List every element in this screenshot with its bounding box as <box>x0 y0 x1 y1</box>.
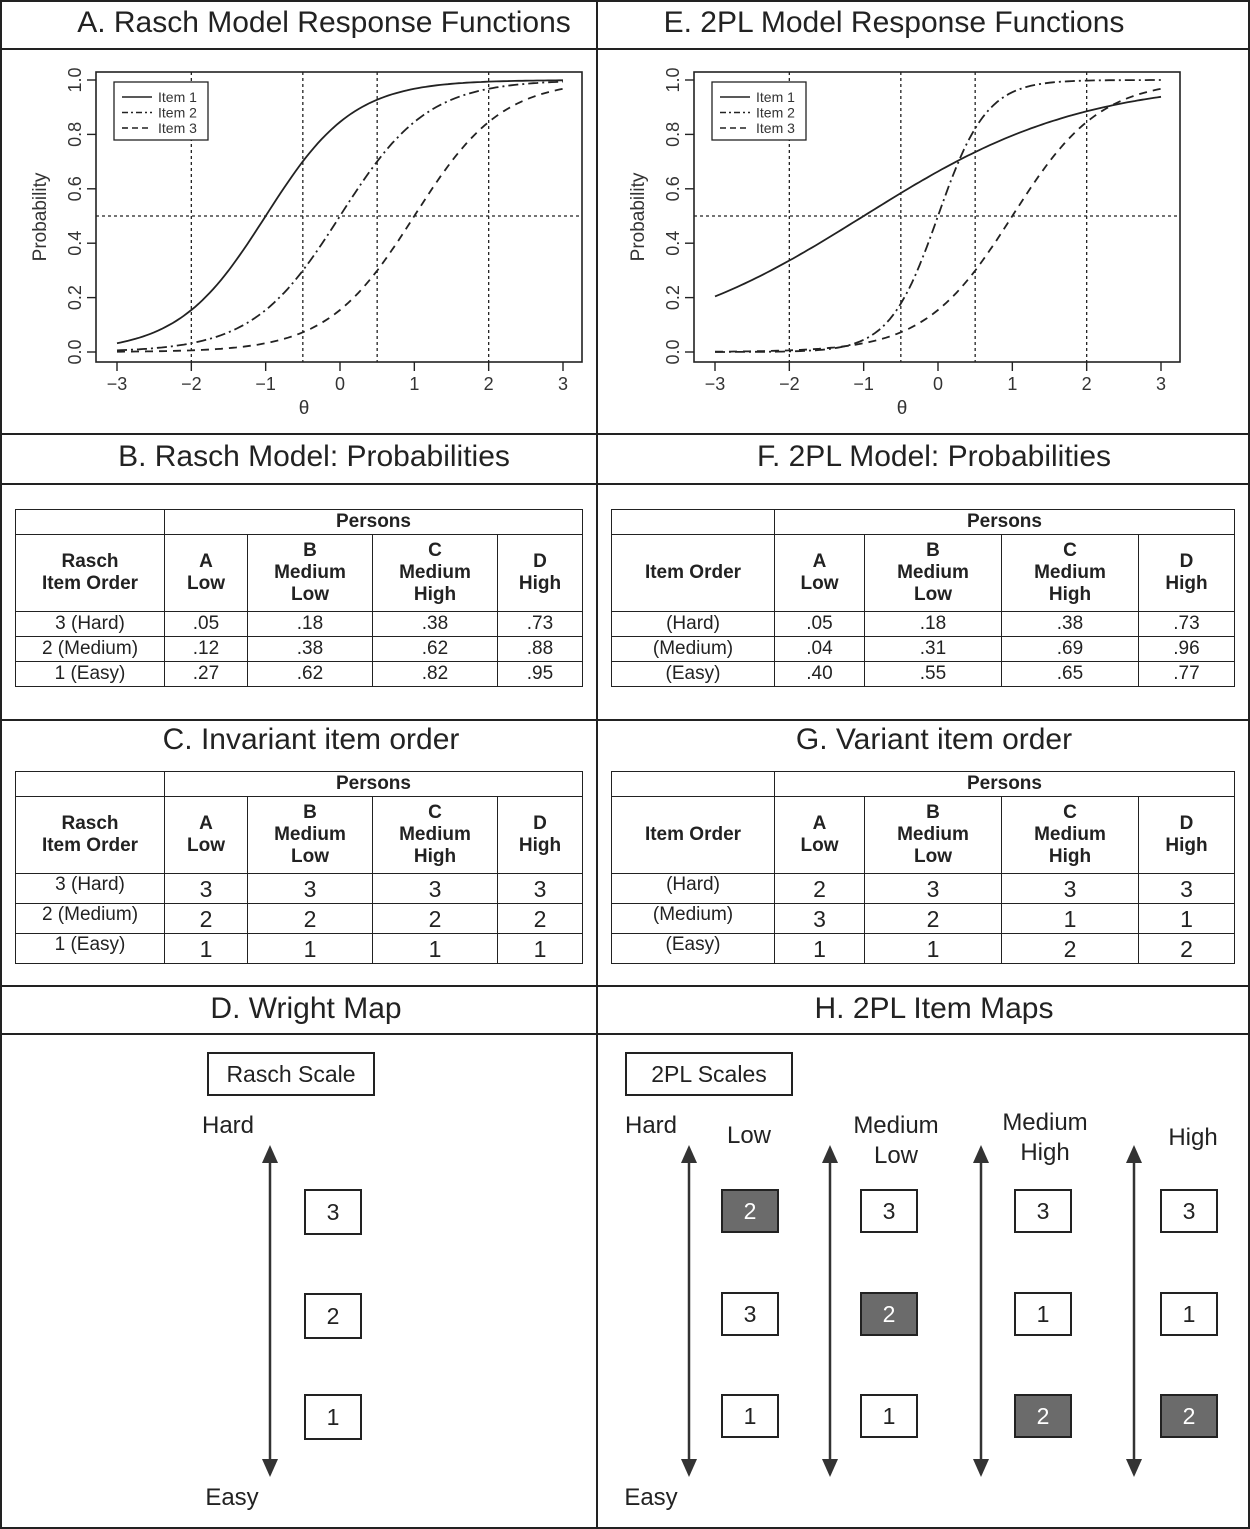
table-row <box>16 904 583 934</box>
column-header: C <box>428 540 442 561</box>
column-header: B <box>303 540 317 561</box>
row-divider <box>0 433 1250 435</box>
y-tick-label: 0.2 <box>663 285 683 311</box>
cell-value: 2 <box>1139 934 1235 964</box>
cell-value: 1 <box>373 934 498 964</box>
column-label-line: Medium <box>853 1112 939 1139</box>
x-tick-label: 3 <box>1155 374 1167 394</box>
column-header: Low <box>914 584 952 605</box>
column-label-medium-high <box>995 1108 1095 1168</box>
column-header: Low <box>291 584 329 605</box>
cell-value: 2 <box>775 874 865 904</box>
column-header: Low <box>800 835 839 856</box>
invariant-order-table <box>15 771 583 964</box>
panel-d-title: D. Wright Map <box>210 992 402 1025</box>
column-label-line: High <box>1020 1139 1070 1166</box>
y-tick-label: 0.4 <box>65 230 85 256</box>
item-box: 1 <box>1160 1292 1218 1336</box>
panel-e-title: E. 2PL Model Response Functions <box>663 6 1125 39</box>
row-label: (Medium) <box>612 904 775 934</box>
column-header: High <box>413 846 457 867</box>
table-row <box>16 934 583 964</box>
column-header: C <box>428 802 442 823</box>
cell-value: .73 <box>498 612 583 637</box>
column-header: High <box>1048 584 1092 605</box>
y-axis-label: Probability <box>628 172 649 262</box>
legend-label: Item 1 <box>756 89 795 105</box>
easy-label: Easy <box>205 1484 259 1511</box>
cell-value: 2 <box>1002 934 1139 964</box>
legend-label: Item 1 <box>158 89 197 105</box>
scale-arrow <box>969 1145 993 1477</box>
x-tick-label: 2 <box>483 374 494 394</box>
cell-value: .65 <box>1002 662 1139 687</box>
column-header: Medium <box>897 562 969 583</box>
table-row <box>16 612 583 637</box>
panel-a-title: A. Rasch Model Response Functions <box>77 6 571 39</box>
x-tick-label: −1 <box>853 374 874 394</box>
scale-arrow <box>818 1145 842 1477</box>
y-tick-label: 0.8 <box>65 121 85 147</box>
column-header: Medium <box>1034 562 1106 583</box>
row-header-line: Rasch <box>61 551 119 572</box>
row-label: 1 (Easy) <box>16 662 165 687</box>
y-axis-label: Probability <box>30 172 51 262</box>
cell-value: .62 <box>373 637 498 662</box>
cell-value: 2 <box>865 904 1002 934</box>
column-header: B <box>926 540 940 561</box>
legend-label: Item 2 <box>158 104 197 121</box>
column-header: C <box>1063 802 1077 823</box>
panel-f-title: F. 2PL Model: Probabilities <box>756 440 1112 473</box>
x-tick-label: 1 <box>409 374 420 394</box>
scale-arrow <box>677 1145 701 1477</box>
item-box: 3 <box>1160 1189 1218 1233</box>
y-tick-label: 0.0 <box>663 339 683 365</box>
cell-value: .27 <box>165 662 248 687</box>
row-label: (Hard) <box>612 612 775 637</box>
cell-value: .95 <box>498 662 583 687</box>
x-tick-label: 1 <box>1007 374 1018 394</box>
column-header: High <box>1048 846 1092 867</box>
panel-g-title: G. Variant item order <box>795 723 1073 756</box>
column-header: Medium <box>274 824 346 845</box>
cell-value: 3 <box>865 874 1002 904</box>
column-header: A <box>812 551 827 572</box>
row-header-line: Item Order <box>612 797 775 874</box>
row-label: 3 (Hard) <box>16 874 165 904</box>
column-header: Low <box>291 846 329 867</box>
cell-value: .18 <box>865 612 1002 637</box>
cell-value: .12 <box>165 637 248 662</box>
table-row <box>612 874 1235 904</box>
persons-header: Persons <box>775 510 1235 535</box>
item-box: 2 <box>304 1293 362 1339</box>
hard-label: Hard <box>201 1112 255 1139</box>
cell-value: .73 <box>1139 612 1235 637</box>
column-header: High <box>413 584 457 605</box>
cell-value: .31 <box>865 637 1002 662</box>
2pl-scales-label: 2PL Scales <box>625 1052 793 1096</box>
item-box: 1 <box>721 1394 779 1438</box>
column-header: Medium <box>399 824 471 845</box>
column-header: B <box>926 802 940 823</box>
column-header: Low <box>800 573 839 594</box>
column-header: Low <box>914 846 952 867</box>
column-header: Low <box>187 835 225 856</box>
column-header: D <box>533 551 547 572</box>
cell-value: 3 <box>1002 874 1139 904</box>
cell-value: 2 <box>373 904 498 934</box>
row-divider <box>0 483 1250 485</box>
row-label: (Easy) <box>612 934 775 964</box>
persons-header: Persons <box>165 772 583 797</box>
x-tick-label: −3 <box>106 374 128 394</box>
cell-value: 2 <box>498 904 583 934</box>
cell-value: 3 <box>498 874 583 904</box>
y-tick-label: 0.8 <box>663 121 683 147</box>
x-tick-label: 0 <box>932 374 944 394</box>
cell-value: .05 <box>775 612 865 637</box>
panel-c-title: C. Invariant item order <box>162 723 460 756</box>
y-tick-label: 1.0 <box>65 67 85 93</box>
row-header-line: Rasch <box>61 813 119 834</box>
item-box: 3 <box>1014 1189 1072 1233</box>
table-row <box>16 662 583 687</box>
column-header: A <box>199 551 213 572</box>
column-header: Medium <box>399 562 471 583</box>
cell-value: 3 <box>165 874 248 904</box>
cell-value: 3 <box>1139 874 1235 904</box>
x-tick-label: 0 <box>334 374 346 394</box>
column-header: High <box>1165 573 1208 594</box>
row-label: (Hard) <box>612 874 775 904</box>
column-header: Medium <box>897 824 969 845</box>
x-tick-label: −2 <box>779 374 800 394</box>
y-tick-label: 0.6 <box>663 176 683 202</box>
row-label: 2 (Medium) <box>16 637 165 662</box>
row-label: (Medium) <box>612 637 775 662</box>
row-header-line: Item Order <box>41 573 139 594</box>
column-header: D <box>533 813 547 834</box>
y-tick-label: 0.0 <box>65 339 85 365</box>
x-axis-label: θ <box>896 398 908 419</box>
variant-order-table <box>611 771 1235 964</box>
row-label: (Easy) <box>612 662 775 687</box>
item-box-highlighted: 2 <box>860 1292 918 1336</box>
item-box-highlighted: 2 <box>721 1189 779 1233</box>
column-header: C <box>1063 540 1077 561</box>
column-header: Medium <box>1034 824 1106 845</box>
y-tick-label: 0.2 <box>65 285 85 311</box>
table-row <box>612 637 1235 662</box>
cell-value: .62 <box>248 662 373 687</box>
cell-value: .69 <box>1002 637 1139 662</box>
scale-arrow <box>1122 1145 1146 1477</box>
rasch-scale-label: Rasch Scale <box>207 1052 375 1096</box>
cell-value: 3 <box>373 874 498 904</box>
row-header-line: Item Order <box>612 535 775 612</box>
column-header: D <box>1179 551 1194 572</box>
item-box: 1 <box>1014 1292 1072 1336</box>
x-tick-label: −1 <box>255 374 276 394</box>
row-divider <box>0 1033 1250 1035</box>
y-tick-label: 0.4 <box>663 230 683 256</box>
cell-value: .82 <box>373 662 498 687</box>
cell-value: .40 <box>775 662 865 687</box>
table-row <box>612 904 1235 934</box>
column-header: High <box>1165 835 1208 856</box>
2pl-response-chart <box>598 50 1250 432</box>
column-header: A <box>199 813 213 834</box>
item-box-highlighted: 2 <box>1014 1394 1072 1438</box>
table-row <box>16 874 583 904</box>
cell-value: 3 <box>248 874 373 904</box>
cell-value: 2 <box>165 904 248 934</box>
row-divider <box>0 719 1250 721</box>
row-divider <box>0 985 1250 987</box>
scale-arrow <box>258 1145 282 1477</box>
cell-value: .88 <box>498 637 583 662</box>
item-box: 3 <box>304 1189 362 1235</box>
column-header: D <box>1179 813 1194 834</box>
column-label-low: Low <box>726 1122 772 1149</box>
row-label: 1 (Easy) <box>16 934 165 964</box>
cell-value: .77 <box>1139 662 1235 687</box>
persons-header: Persons <box>165 510 583 535</box>
rasch-probabilities-table <box>15 509 583 687</box>
legend-label: Item 2 <box>756 104 795 121</box>
column-label-medium-low <box>846 1111 946 1171</box>
x-axis-label: θ <box>298 398 310 419</box>
cell-value: .18 <box>248 612 373 637</box>
cell-value: .05 <box>165 612 248 637</box>
item-box: 3 <box>860 1189 918 1233</box>
rasch-response-chart <box>0 50 596 432</box>
cell-value: .38 <box>248 637 373 662</box>
table-row <box>612 934 1235 964</box>
x-tick-label: −2 <box>181 374 202 394</box>
legend-label: Item 3 <box>158 120 197 136</box>
column-header: B <box>303 802 317 823</box>
cell-value: 1 <box>498 934 583 964</box>
cell-value: 1 <box>165 934 248 964</box>
item-box: 1 <box>304 1394 362 1440</box>
cell-value: .04 <box>775 637 865 662</box>
x-tick-label: 2 <box>1081 374 1092 394</box>
column-header: Medium <box>274 562 346 583</box>
cell-value: 1 <box>248 934 373 964</box>
y-tick-label: 0.6 <box>65 176 85 202</box>
row-label: 3 (Hard) <box>16 612 165 637</box>
item-box-highlighted: 2 <box>1160 1394 1218 1438</box>
x-tick-label: 3 <box>557 374 569 394</box>
item-box: 1 <box>860 1394 918 1438</box>
y-tick-label: 1.0 <box>663 67 683 93</box>
row-label: 2 (Medium) <box>16 904 165 934</box>
cell-value: 2 <box>248 904 373 934</box>
table-row <box>612 662 1235 687</box>
2pl-probabilities-table <box>611 509 1235 687</box>
cell-value: 1 <box>865 934 1002 964</box>
column-header: Low <box>187 573 225 594</box>
column-label-high: High <box>1168 1124 1218 1151</box>
row-header-line: Item Order <box>41 835 139 856</box>
column-label-line: Medium <box>1002 1109 1088 1136</box>
table-row <box>612 612 1235 637</box>
column-header: High <box>518 573 562 594</box>
cell-value: 1 <box>1002 904 1139 934</box>
cell-value: .38 <box>373 612 498 637</box>
hard-label: Hard <box>624 1112 678 1139</box>
x-tick-label: −3 <box>704 374 726 394</box>
item-box: 3 <box>721 1292 779 1336</box>
cell-value: 3 <box>775 904 865 934</box>
table-row <box>16 637 583 662</box>
cell-value: .55 <box>865 662 1002 687</box>
panel-b-title: B. Rasch Model: Probabilities <box>118 440 510 473</box>
legend-label: Item 3 <box>756 120 795 136</box>
cell-value: .38 <box>1002 612 1139 637</box>
cell-value: .96 <box>1139 637 1235 662</box>
cell-value: 1 <box>775 934 865 964</box>
column-header: A <box>812 813 827 834</box>
cell-value: 1 <box>1139 904 1235 934</box>
column-label-line: Low <box>873 1142 919 1169</box>
easy-label: Easy <box>624 1484 678 1511</box>
persons-header: Persons <box>775 772 1235 797</box>
column-header: High <box>518 835 562 856</box>
panel-h-title: H. 2PL Item Maps <box>814 992 1054 1025</box>
